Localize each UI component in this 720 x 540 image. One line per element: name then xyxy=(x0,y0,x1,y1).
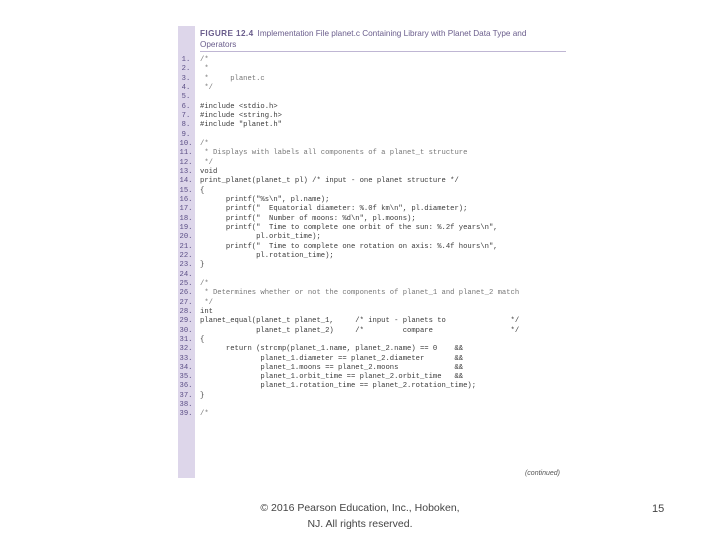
code-text: * planet.c xyxy=(200,74,265,83)
code-text: /* xyxy=(200,410,209,419)
line-number: 4. xyxy=(181,83,191,92)
code-line xyxy=(178,271,568,280)
code-line xyxy=(178,355,568,364)
code-text: * xyxy=(200,65,209,74)
code-line xyxy=(178,215,568,224)
figure-panel xyxy=(178,26,568,478)
code-text: */ xyxy=(200,158,213,167)
line-number: 23. xyxy=(179,261,193,270)
line-number: 28. xyxy=(179,307,193,316)
line-number: 36. xyxy=(179,382,193,391)
code-text: printf(" Time to complete one rotation on axis: %.4f hours\n", xyxy=(200,242,498,251)
line-number: 11. xyxy=(179,149,193,158)
line-number: 37. xyxy=(179,391,193,400)
line-number: 16. xyxy=(179,195,193,204)
code-line xyxy=(178,56,568,65)
code-text: printf(" Time to complete one orbit of the sun: %.2f years\n", xyxy=(200,223,498,232)
line-number: 20. xyxy=(179,233,193,242)
code-text: pl.rotation_time); xyxy=(200,251,334,260)
code-text: printf(" Equatorial diameter: %.0f km\n", pl.diameter); xyxy=(200,205,468,214)
line-number: 21. xyxy=(179,242,193,251)
code-text: void xyxy=(200,167,218,176)
line-number: 35. xyxy=(179,373,193,382)
code-text: /* xyxy=(200,56,209,64)
code-line xyxy=(178,187,568,196)
line-number: 5. xyxy=(181,93,191,102)
page-number: 15 xyxy=(652,503,665,515)
code-listing xyxy=(178,56,568,420)
line-number: 1. xyxy=(181,56,191,64)
code-text: pl.orbit_time); xyxy=(200,233,321,242)
line-number: 13. xyxy=(179,167,193,176)
code-line xyxy=(178,84,568,93)
code-text: planet_t planet_2) /* compare */ xyxy=(200,326,520,335)
line-number: 39. xyxy=(179,410,193,419)
line-number: 3. xyxy=(181,74,191,83)
line-number: 38. xyxy=(179,401,193,410)
code-text: #include <stdio.h> xyxy=(200,102,278,111)
code-line xyxy=(178,280,568,289)
line-number: 6. xyxy=(181,102,191,111)
code-line xyxy=(178,149,568,158)
code-line xyxy=(178,261,568,270)
code-line xyxy=(178,140,568,149)
code-line xyxy=(178,112,568,121)
code-line xyxy=(178,252,568,261)
line-number: 7. xyxy=(181,111,191,120)
line-number: 8. xyxy=(181,121,191,130)
code-line xyxy=(178,65,568,74)
code-text: } xyxy=(200,391,205,400)
code-text: planet_1.orbit_time == planet_2.orbit_time && xyxy=(200,373,464,382)
code-line xyxy=(178,382,568,391)
line-number: 27. xyxy=(179,298,193,307)
line-number: 26. xyxy=(179,289,193,298)
code-line xyxy=(178,93,568,102)
line-number: 12. xyxy=(179,158,193,167)
code-text: planet_1.diameter == planet_2.diameter && xyxy=(200,354,464,363)
code-text: { xyxy=(200,335,205,344)
code-line xyxy=(178,392,568,401)
code-text: planet_1.moons == planet_2.moons && xyxy=(200,363,464,372)
code-line xyxy=(178,168,568,177)
copyright-footer xyxy=(240,500,480,532)
figure-caption xyxy=(200,28,560,50)
code-line xyxy=(178,289,568,298)
code-text: #include <string.h> xyxy=(200,111,282,120)
line-number: 19. xyxy=(179,223,193,232)
code-line xyxy=(178,308,568,317)
caption-divider xyxy=(200,51,566,52)
code-line xyxy=(178,299,568,308)
code-line xyxy=(178,243,568,252)
figure-title: Implementation File planet.c Containing Library with Planet Data Type and Operators xyxy=(200,29,527,49)
continued-note: (continued) xyxy=(524,470,560,477)
code-text: return (strcmp(planet_1.name, planet_2.name) == 0 && xyxy=(200,345,464,354)
code-line xyxy=(178,336,568,345)
code-line xyxy=(178,364,568,373)
line-number: 32. xyxy=(179,345,193,354)
code-line xyxy=(178,121,568,130)
line-number: 24. xyxy=(179,270,193,279)
line-number: 22. xyxy=(179,251,193,260)
code-text: */ xyxy=(200,83,213,92)
code-line xyxy=(178,410,568,419)
code-line xyxy=(178,205,568,214)
code-text: */ xyxy=(200,298,213,307)
line-number: 31. xyxy=(179,335,193,344)
copyright-line-2: NJ. All rights reserved. xyxy=(307,518,413,530)
code-text: } xyxy=(200,261,205,270)
code-line xyxy=(178,103,568,112)
code-text: * Displays with labels all components of a planet_t structure xyxy=(200,149,468,158)
line-number: 18. xyxy=(179,214,193,223)
line-number: 30. xyxy=(179,326,193,335)
line-number: 25. xyxy=(179,279,193,288)
line-number: 34. xyxy=(179,363,193,372)
code-line xyxy=(178,131,568,140)
code-text: planet_1.rotation_time == planet_2.rotation_time); xyxy=(200,382,477,391)
code-line xyxy=(178,233,568,242)
code-line xyxy=(178,224,568,233)
line-number: 17. xyxy=(179,205,193,214)
code-line xyxy=(178,327,568,336)
code-line xyxy=(178,345,568,354)
code-text: /* xyxy=(200,139,209,148)
code-text: /* xyxy=(200,279,209,288)
copyright-line-1: © 2016 Pearson Education, Inc., Hoboken, xyxy=(260,502,460,514)
line-number: 2. xyxy=(181,65,191,74)
code-line xyxy=(178,177,568,186)
code-line xyxy=(178,196,568,205)
line-number: 15. xyxy=(179,186,193,195)
line-number: 9. xyxy=(181,130,191,139)
code-line xyxy=(178,159,568,168)
code-text: printf("%s\n", pl.name); xyxy=(200,195,330,204)
line-number: 14. xyxy=(179,177,193,186)
code-text: { xyxy=(200,186,205,195)
code-line xyxy=(178,75,568,84)
line-number: 10. xyxy=(179,139,193,148)
code-text: * Determines whether or not the components of planet_1 and planet_2 match xyxy=(200,289,520,298)
code-text: int xyxy=(200,307,213,316)
code-text: #include "planet.h" xyxy=(200,121,282,130)
figure-label: FIGURE 12.4 xyxy=(200,29,254,38)
line-number: 29. xyxy=(179,317,193,326)
code-line xyxy=(178,373,568,382)
code-text: print_planet(planet_t pl) /* input - one planet structure */ xyxy=(200,177,459,186)
code-line xyxy=(178,401,568,410)
code-text: planet_equal(planet_t planet_1, /* input - planets to */ xyxy=(200,317,520,326)
code-line xyxy=(178,317,568,326)
code-text: printf(" Number of moons: %d\n", pl.moons); xyxy=(200,214,416,223)
line-number: 33. xyxy=(179,354,193,363)
